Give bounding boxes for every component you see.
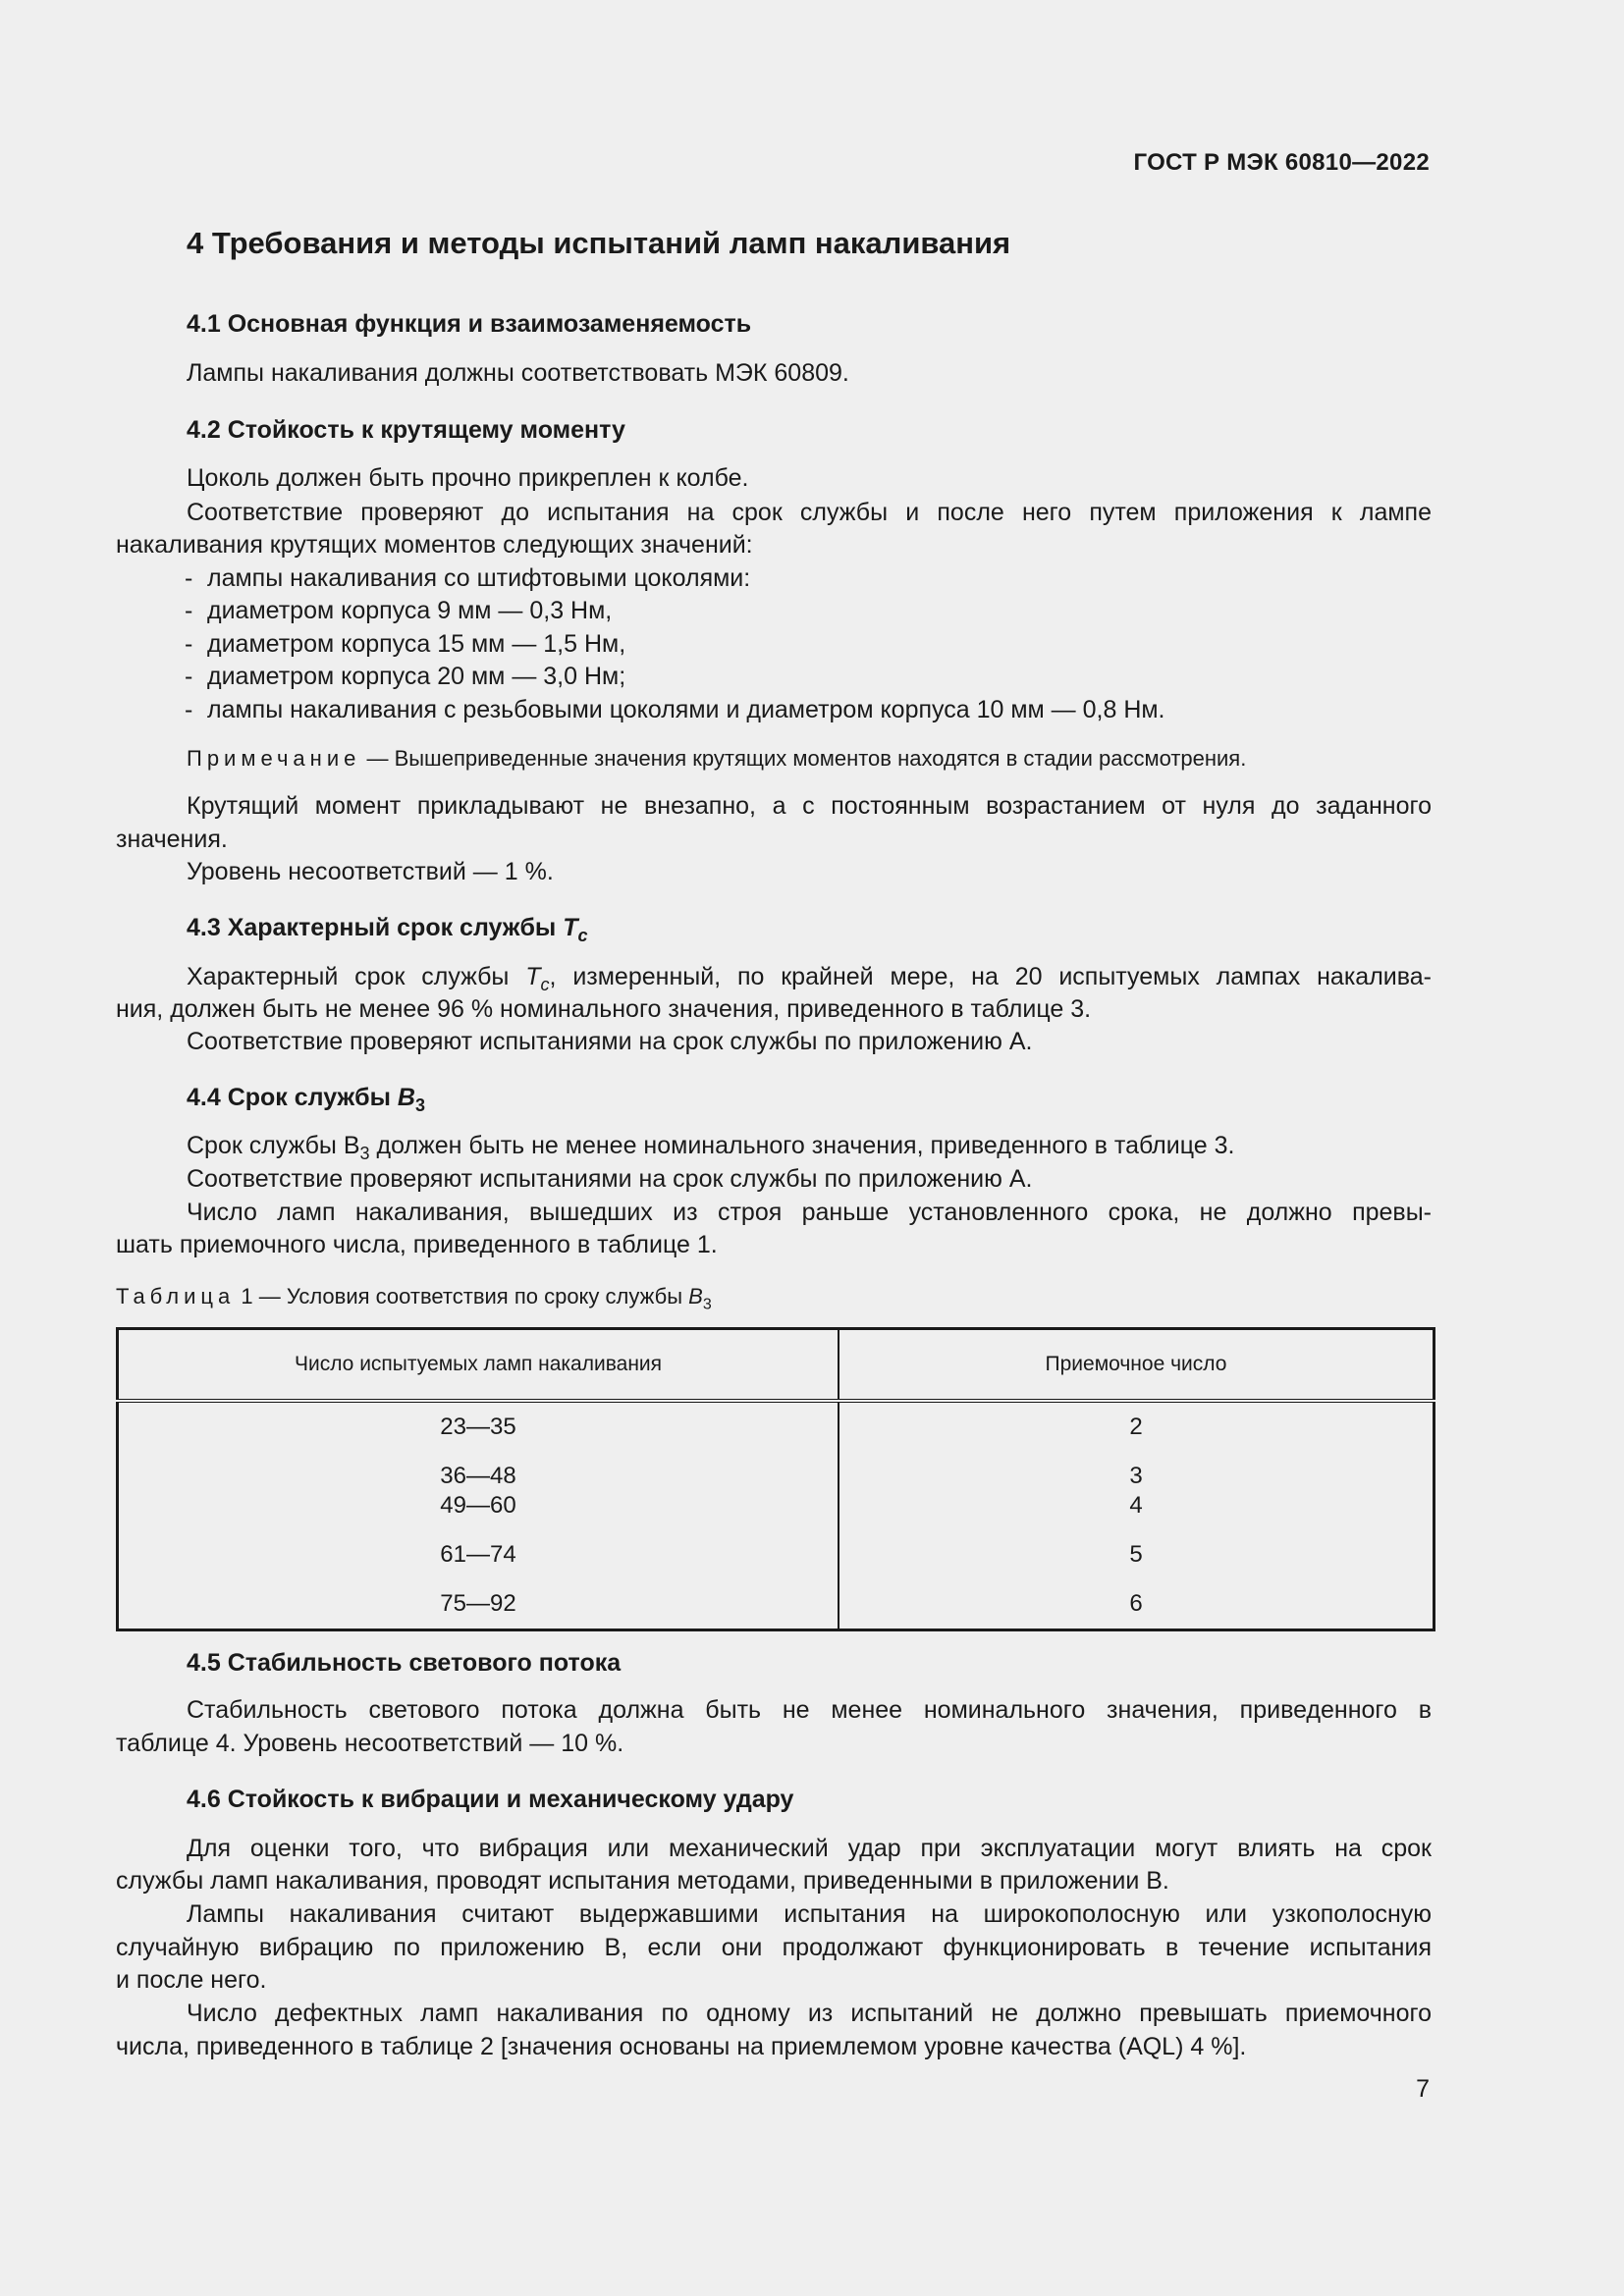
paragraph-line: Стабильность светового потока должна быть не менее номинального значения, приведенного в bbox=[187, 1696, 1432, 1724]
list-item: - диаметром корпуса 15 мм — 1,5 Нм, bbox=[185, 630, 626, 658]
table-header-cell: Число испытуемых ламп накаливания bbox=[118, 1329, 839, 1402]
table-header-row bbox=[118, 1329, 1435, 1402]
table-cell: 5 bbox=[1129, 1541, 1143, 1568]
document-header: ГОСТ Р МЭК 60810—2022 bbox=[1133, 149, 1430, 176]
note-label: Примечание bbox=[187, 746, 361, 771]
table-row bbox=[118, 1530, 1435, 1579]
subsection-title-4-1: 4.1 Основная функция и взаимозаменяемость bbox=[187, 310, 752, 338]
paragraph-line: Число дефектных ламп накаливания по одному из испытаний не должно превышать приемочного bbox=[187, 2000, 1432, 2027]
paragraph: Соответствие проверяют испытаниями на срок службы по приложению А. bbox=[187, 1165, 1033, 1193]
paragraph-line: числа, приведенного в таблице 2 [значения основаны на приемлемом уровне качества (AQL) 4 %]. bbox=[116, 2033, 1247, 2060]
table-cell: 6 bbox=[1129, 1590, 1143, 1617]
paragraph-line: службы ламп накаливания, проводят испытания методами, приведенными в приложении В. bbox=[116, 1867, 1169, 1895]
table-row bbox=[118, 1452, 1435, 1530]
table-cell: 75—92 bbox=[118, 1579, 839, 1630]
paragraph-line: Лампы накаливания считают выдержавшими испытания на широкополосную или узкополосную bbox=[187, 1900, 1432, 1928]
paragraph-line: значения. bbox=[116, 826, 228, 853]
paragraph: Цоколь должен быть прочно прикреплен к колбе. bbox=[187, 464, 749, 492]
table-row bbox=[118, 1579, 1435, 1630]
paragraph-line: накаливания крутящих моментов следующих значений: bbox=[116, 531, 753, 559]
subsection-title-4-6: 4.6 Стойкость к вибрации и механическому удару bbox=[187, 1786, 794, 1813]
paragraph-line: случайную вибрацию по приложению В, если они продолжают функционировать в течение испытания bbox=[116, 1934, 1432, 1961]
subsection-title-4-2: 4.2 Стойкость к крутящему моменту bbox=[187, 416, 625, 444]
section-title: 4 Требования и методы испытаний ламп накаливания bbox=[187, 226, 1011, 260]
paragraph-line: таблице 4. Уровень несоответствий — 10 %. bbox=[116, 1730, 624, 1757]
list-item: - диаметром корпуса 20 мм — 3,0 Нм; bbox=[185, 663, 626, 690]
paragraph-line: ния, должен быть не менее 96 % номинального значения, приведенного в таблице 3. bbox=[116, 995, 1092, 1023]
paragraph-line: Соответствие проверяют до испытания на срок службы и после него путем приложения к лампе bbox=[187, 499, 1432, 526]
conformity-table bbox=[116, 1327, 1435, 1631]
paragraph-line: Число ламп накаливания, вышедших из строя раньше установленного срока, не должно превы- bbox=[187, 1199, 1432, 1226]
table-cell: 23—35 bbox=[118, 1401, 839, 1452]
table-cell: 36—48 49—60 bbox=[118, 1452, 839, 1530]
paragraph: Срок службы $В_3$ должен быть не менее номинального значения, приведенного в таблице 3. bbox=[187, 1132, 1235, 1163]
table-caption: Таблица 1 — Условия соответствия по сроку службы $B_3$ bbox=[116, 1284, 712, 1313]
table-header-cell: Приемочное число bbox=[839, 1329, 1435, 1402]
paragraph: Соответствие проверяют испытаниями на срок службы по приложению А. bbox=[187, 1028, 1033, 1055]
paragraph: Лампы накаливания должны соответствовать МЭК 60809. bbox=[187, 359, 849, 387]
paragraph-line: Характерный срок службы $T_c$, измеренный, по крайней мере, на 20 испытуемых лампах накалива- bbox=[187, 963, 1432, 994]
subsection-title-4-5: 4.5 Стабильность светового потока bbox=[187, 1649, 622, 1677]
subsection-title-4-3: 4.3 Характерный срок службы $T_c$ bbox=[187, 914, 588, 945]
table-row bbox=[118, 1401, 1435, 1452]
note: Примечание — Вышеприведенные значения крутящих моментов находятся в стадии рассмотрения. bbox=[187, 746, 1247, 771]
paragraph-line: Крутящий момент прикладывают не внезапно, а с постоянным возрастанием от нуля до заданного bbox=[187, 792, 1432, 820]
table-cell: 3 4 bbox=[1129, 1463, 1143, 1519]
paragraph-line: и после него. bbox=[116, 1966, 267, 1994]
list-item: - диаметром корпуса 9 мм — 0,3 Нм, bbox=[185, 597, 613, 624]
paragraph: Уровень несоответствий — 1 %. bbox=[187, 858, 554, 885]
table-cell: 61—74 bbox=[118, 1530, 839, 1579]
paragraph-line: шать приемочного числа, приведенного в таблице 1. bbox=[116, 1231, 718, 1258]
subsection-title-4-4: 4.4 Срок службы $B_3$ bbox=[187, 1084, 425, 1115]
paragraph-line: Для оценки того, что вибрация или механический удар при эксплуатации могут влиять на срок bbox=[187, 1835, 1432, 1862]
table-cell: 2 bbox=[1129, 1414, 1143, 1440]
list-item: - лампы накаливания со штифтовыми цоколями: bbox=[185, 564, 751, 592]
list-item: - лампы накаливания с резьбовыми цоколями и диаметром корпуса 10 мм — 0,8 Нм. bbox=[185, 696, 1165, 723]
page-number: 7 bbox=[1416, 2075, 1430, 2103]
